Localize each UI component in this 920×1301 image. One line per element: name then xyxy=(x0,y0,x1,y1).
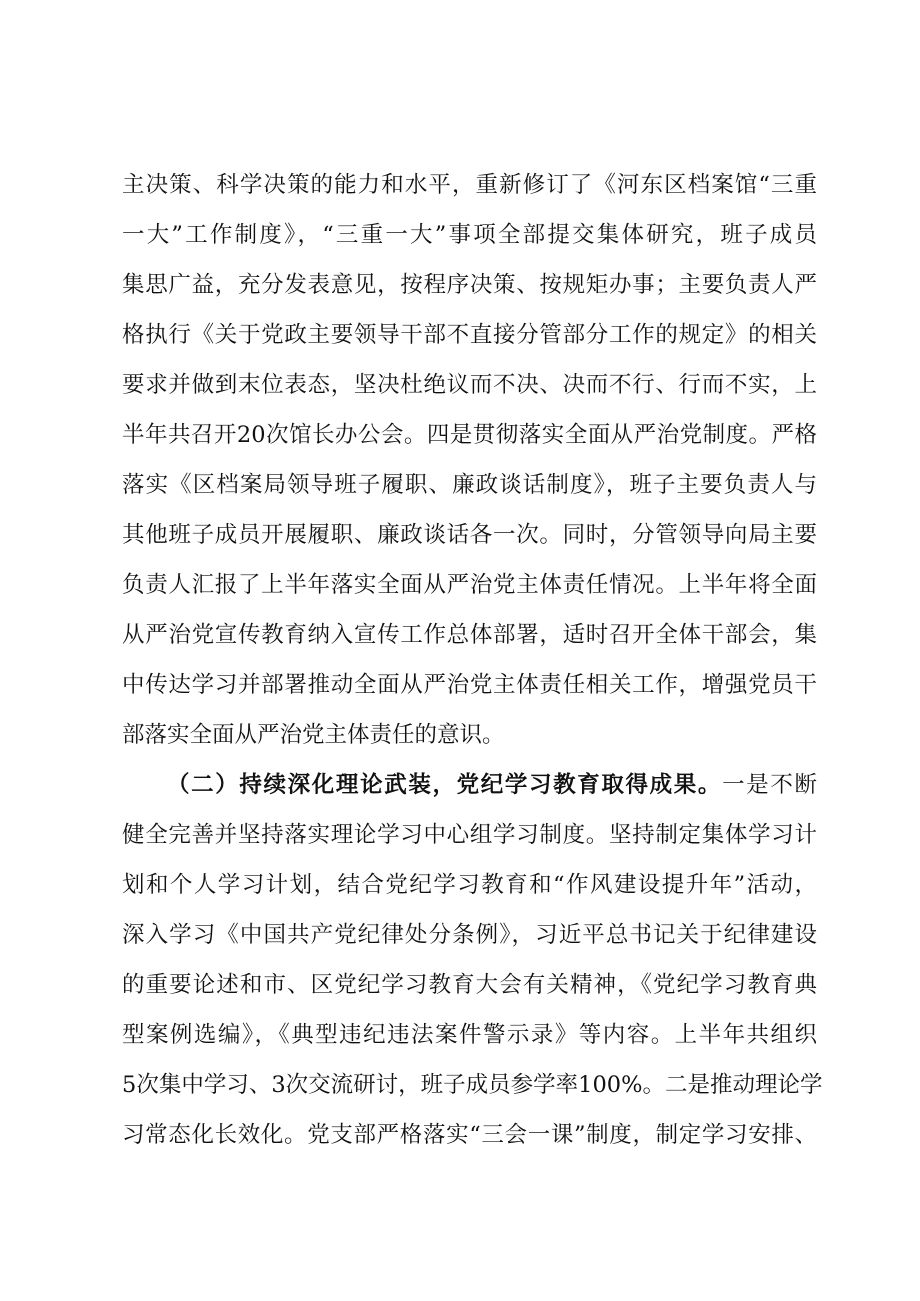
text-line: 要求并做到末位表态，坚决杜绝议而不决、决而不行、行而不实，上 xyxy=(122,372,817,398)
section-heading: （二）持续深化理论武装，党纪学习教育取得成果。 xyxy=(167,772,723,798)
document-body xyxy=(122,160,823,1160)
text-line: 其他班子成员开展履职、廉政谈话各一次。同时，分管领导向局主要 xyxy=(122,522,817,548)
paragraph-2 xyxy=(122,760,823,1160)
text-line: 落实《区档案局领导班子履职、廉政谈话制度》，班子主要负责人与 xyxy=(122,472,817,498)
text-line: 主决策、科学决策的能力和水平，重新修订了《河东区档案馆“三重 xyxy=(122,172,817,198)
text-line: 划和个人学习计划，结合党纪学习教育和“作风建设提升年”活动， xyxy=(122,872,817,898)
text-line: 中传达学习并部署推动全面从严治党主体责任相关工作，增强党员干 xyxy=(122,672,817,698)
text-line: 的重要论述和市、区党纪学习教育大会有关精神，《党纪学习教育典 xyxy=(122,972,817,998)
paragraph-1 xyxy=(122,160,817,760)
text-line: 健全完善并坚持落实理论学习中心组学习制度。坚持制定集体学习计 xyxy=(122,822,817,848)
text-line: 半年共召开20次馆长办公会。四是贯彻落实全面从严治党制度。严格 xyxy=(122,422,817,448)
text-line: 深入学习《中国共产党纪律处分条例》，习近平总书记关于纪律建设 xyxy=(122,922,817,948)
text-line: 负责人汇报了上半年落实全面从严治党主体责任情况。上半年将全面 xyxy=(122,572,817,598)
text-line: 集思广益，充分发表意见，按程序决策、按规矩办事；主要负责人严 xyxy=(122,272,817,298)
heading-line-rest: 一是不断 xyxy=(722,772,817,798)
text-line: 型案例选编》，《典型违纪违法案件警示录》等内容。上半年共组织 xyxy=(122,1022,817,1048)
paragraph-heading-line xyxy=(122,760,817,810)
text-line: 一大”工作制度》，“三重一大”事项全部提交集体研究，班子成员 xyxy=(122,222,817,248)
text-line: 从严治党宣传教育纳入宣传工作总体部署，适时召开全体干部会，集 xyxy=(122,622,817,648)
text-line: 习常态化长效化。党支部严格落实“三会一课”制度，制定学习安排、 xyxy=(122,1122,817,1148)
text-line: 部落实全面从严治党主体责任的意识。 xyxy=(122,722,505,748)
text-line: 格执行《关于党政主要领导干部不直接分管部分工作的规定》的相关 xyxy=(122,322,817,348)
text-line: 5次集中学习、3次交流研讨，班子成员参学率100%。二是推动理论学 xyxy=(122,1072,823,1098)
